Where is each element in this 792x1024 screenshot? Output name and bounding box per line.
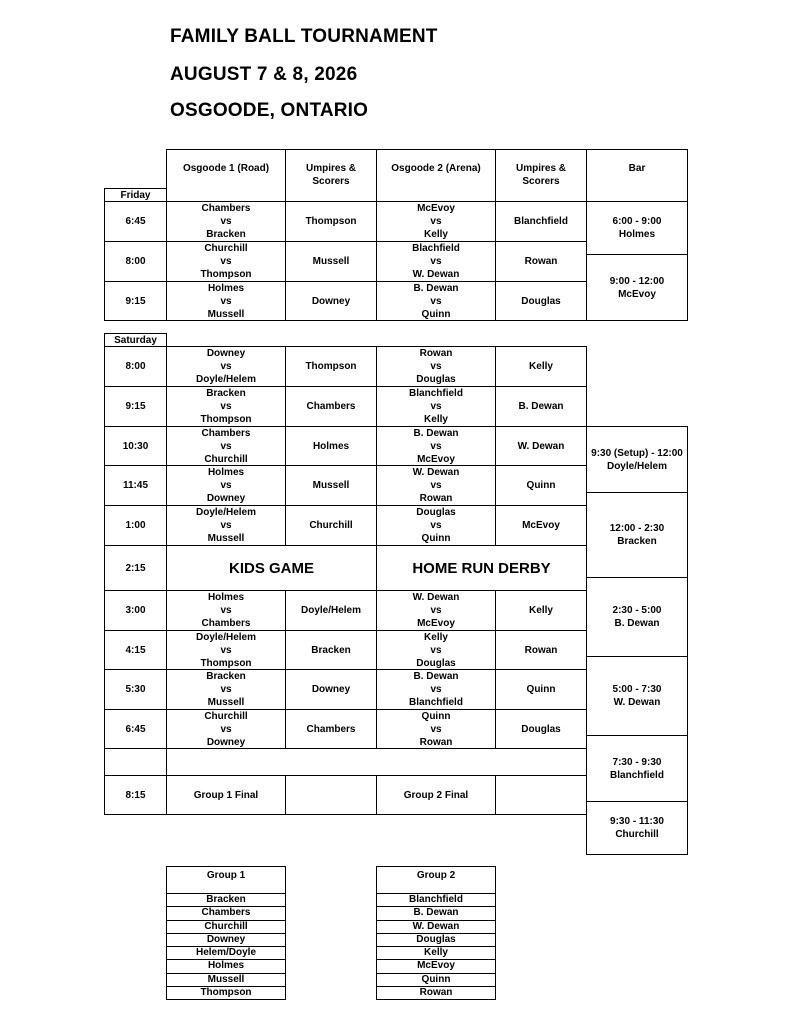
friday-game-1-field2-umpire [495,201,587,242]
group2-team: Blanchfield [376,893,496,907]
saturday-bar-shift-1-text-line: 9:30 (Setup) - 12:00 [591,447,683,459]
saturday-game-4-field1-umpire [285,465,377,506]
saturday-game-2-field1-matchup-line: Bracken [206,388,246,399]
saturday-game-1-time-text: 8:00 [125,361,146,372]
saturday-game-5-field2-matchup-line: Quinn [421,533,451,544]
friday-game-1-field1-matchup-line: Chambers [201,203,251,214]
saturday-game-2-field2-matchup-line: Kelly [424,414,448,425]
saturday-game-4-field2-game [376,465,496,506]
friday-bar-shift-2-text-line: 9:00 - 12:00 [609,275,665,287]
saturday-game-9-field2-game [376,709,496,749]
saturday-bar-shift-1-text-line: Doyle/Helem [606,460,667,472]
saturday-game-7-field2-matchup-line: Kelly [424,631,448,643]
saturday-game-4-field2-umpire [495,465,587,506]
group2-team: B. Dewan [376,906,496,920]
saturday-blank-time [104,748,167,776]
saturday-game-8-field2-game [376,669,496,710]
saturday-game-5-field1-matchup-line: Mussell [207,533,245,544]
saturday-game-9-field1-game [166,709,286,749]
saturday-bar-shift-6 [586,801,688,855]
saturday-bar-shift-3-text [613,604,662,630]
header-ump1 [285,149,377,202]
saturday-game-5-field2-matchup [416,506,455,545]
saturday-bar-shift-6-text-line: Churchill [615,829,659,840]
saturday-game-4-field2-matchup-line: W. Dewan [412,467,460,478]
friday-game-1-field1-game [166,201,286,242]
saturday-bar-shift-3-text-line: B. Dewan [614,618,660,629]
group1-team: Chambers [166,906,286,920]
header-ump2-text-line: Scorers [522,176,560,187]
friday-game-3-field2-matchup-line: vs [430,295,442,307]
friday-label [104,188,167,202]
friday-game-2-time [104,241,167,282]
home-run-derby-cell [376,545,587,591]
home-run-derby-text: HOME RUN DERBY [412,559,551,577]
saturday-game-6-field1-umpire-text: Doyle/Helem [300,605,362,616]
friday-game-3-time-text: 9:15 [125,295,146,307]
friday-game-1-field2-game [376,201,496,242]
saturday-bar-shift-1 [586,426,688,493]
header-bar-text [629,162,646,175]
header-ump1-text [306,162,356,188]
saturday-bar-shift-2-text-line: Bracken [617,536,657,547]
saturday-game-1-field2-matchup-line: Douglas [416,374,456,385]
saturday-game-7-field1-matchup-line: vs [220,644,232,656]
saturday-game-8-field2-matchup-line: vs [430,684,442,695]
group1-team: Churchill [166,920,286,934]
saturday-game-7-field1-matchup [196,631,256,670]
kids-game-cell [166,545,377,591]
saturday-game-3-field2-matchup-line: McEvoy [417,453,455,465]
saturday-game-1-field2-matchup-line: Rowan [419,348,453,359]
saturday-game-3-field2-matchup-line: B. Dewan [413,427,459,439]
saturday-game-5-field1-umpire-text: Churchill [309,520,353,531]
saturday-game-1-field1-matchup [196,347,256,386]
friday-game-1-field2-umpire-text: Blanchfield [514,216,568,227]
saturday-game-5-field2-game [376,505,496,546]
saturday-bar-shift-1-text [591,447,683,473]
saturday-game-2-time [104,386,167,427]
saturday-game-3-field1-game [166,426,286,466]
saturday-game-2-time-text: 9:15 [125,401,146,412]
saturday-bar-shift-2-text-line: 12:00 - 2:30 [609,523,665,534]
saturday-bar-shift-4-text-line: 5:00 - 7:30 [612,684,662,695]
title-tournament: FAMILY BALL TOURNAMENT [170,26,438,47]
saturday-game-6-field2-matchup-line: W. Dewan [412,592,460,603]
saturday-game-2-field2-umpire-text: B. Dewan [518,401,564,412]
saturday-game-7-field1-matchup-line: Doyle/Helem [195,631,257,643]
saturday-bar-shift-4-text-line: W. Dewan [613,697,661,708]
header-ump1-text-line: Umpires & [305,163,356,174]
group2-team: Kelly [376,946,496,960]
saturday-game-2-field1-umpire [285,386,377,427]
saturday-game-1-field1-matchup-line: Doyle/Helem [195,374,257,385]
saturday-game-7-field2-matchup [416,631,455,670]
saturday-bar-shift-5-text-line: 7:30 - 9:30 [612,756,662,768]
saturday-bar-shift-2-text [610,522,664,548]
group1-title-text: Group 1 [206,870,246,881]
friday-game-1-field1-matchup-line: vs [220,216,232,227]
friday-game-1-field1-matchup [202,202,251,241]
header-field2-text-line: Osgoode 2 (Arena) [391,163,481,174]
saturday-game-9-field2-matchup [420,710,453,749]
saturday-game-7-field2-matchup-line: vs [430,644,442,656]
saturday-game-6-field1-matchup-line: Holmes [207,592,245,603]
friday-game-1-field2-matchup-line: Kelly [424,229,448,240]
group1-final-umpire [285,775,377,815]
group2-team: W. Dewan [376,920,496,934]
group2-final-umpire [495,775,587,815]
saturday-game-3-field1-matchup-line: Churchill [204,453,248,465]
saturday-game-8-field1-matchup-line: Bracken [206,671,246,682]
saturday-game-3-field2-umpire-text: W. Dewan [517,440,565,452]
saturday-special-time [104,545,167,591]
saturday-game-1-field1-umpire-text: Thompson [305,361,357,372]
saturday-game-5-field2-umpire [495,505,587,546]
saturday-game-9-time [104,709,167,749]
group1-team: Downey [166,933,286,947]
saturday-game-1-time [104,346,167,387]
group1-title [166,866,286,894]
saturday-game-5-field1-game [166,505,286,546]
saturday-game-9-field2-matchup-line: Rowan [419,736,453,748]
friday-game-3-field2-umpire-text: Douglas [521,295,561,307]
saturday-game-3-field1-umpire-text: Holmes [312,440,350,452]
group1-team: Mussell [166,973,286,987]
saturday-game-4-field2-matchup-line: Rowan [419,493,453,504]
saturday-blank-row [166,748,587,776]
saturday-game-6-field1-game [166,590,286,631]
group2-team: Douglas [376,933,496,947]
saturday-game-9-field2-matchup-line: vs [430,723,442,735]
title-location: OSGOODE, ONTARIO [170,100,369,121]
friday-game-2-field2-umpire-text: Rowan [524,256,558,267]
saturday-game-2-field2-matchup-line: vs [430,401,442,412]
header-field1-text-line: Osgoode 1 (Road) [182,163,270,174]
saturday-game-7-field1-matchup-line: Thompson [200,657,252,669]
finals-time-text: 8:15 [125,789,146,801]
friday-label-text: Friday [120,189,151,201]
friday-game-2-field1-umpire [285,241,377,282]
friday-game-2-field1-matchup [200,242,251,281]
saturday-game-2-field2-matchup [409,387,463,426]
saturday-game-8-field1-umpire [285,669,377,710]
friday-game-3-field1-matchup-line: Mussell [207,308,245,320]
saturday-game-3-time-text: 10:30 [122,440,149,452]
friday-game-3-field1-umpire-text: Downey [311,295,351,307]
saturday-game-9-field1-umpire-text: Chambers [306,723,356,735]
saturday-game-4-field1-game [166,465,286,506]
saturday-game-6-field2-matchup-line: McEvoy [417,618,455,629]
header-ump2-text [516,162,566,188]
friday-game-1-field1-umpire-text: Thompson [305,216,357,227]
saturday-bar-shift-6-text [610,815,664,841]
header-bar [586,149,688,202]
saturday-game-7-field1-umpire-text: Bracken [311,644,351,656]
saturday-game-8-field1-matchup-line: vs [220,684,232,695]
saturday-game-7-field2-umpire [495,630,587,670]
friday-bar-shift-2-text [610,275,664,301]
saturday-game-8-time [104,669,167,710]
saturday-game-4-time-text: 11:45 [122,480,149,491]
friday-game-2-field1-matchup-line: Churchill [204,243,248,254]
saturday-game-8-field2-matchup [409,670,463,709]
friday-bar-shift-2 [586,254,688,321]
friday-game-3-field2-umpire [495,281,587,321]
saturday-bar-shift-5-text [610,756,664,782]
saturday-game-5-field1-umpire [285,505,377,546]
friday-game-2-field1-matchup-line: Thompson [200,269,252,280]
group1-team: Thompson [166,986,286,1000]
friday-game-2-field2-umpire [495,241,587,282]
saturday-game-3-field2-matchup-line: vs [430,440,442,452]
friday-game-2-field2-game [376,241,496,282]
saturday-game-5-field2-matchup-line: Douglas [416,507,456,518]
group1-team: Helem/Doyle [166,946,286,960]
saturday-game-4-field2-matchup-line: vs [430,480,442,491]
saturday-bar-shift-3 [586,577,688,657]
friday-bar-shift-1-text-line: 6:00 - 9:00 [612,216,662,227]
saturday-game-2-field1-matchup [200,387,251,426]
friday-game-2-field2-matchup-line: vs [430,256,442,267]
saturday-game-7-time [104,630,167,670]
saturday-game-1-field1-umpire [285,346,377,387]
group2-final-cell [376,775,496,815]
friday-game-3-time [104,281,167,321]
saturday-game-7-time-text: 4:15 [125,644,146,656]
saturday-game-6-field2-matchup-line: vs [430,605,442,616]
saturday-label [104,333,167,347]
saturday-game-4-field1-matchup-line: Holmes [207,467,245,478]
saturday-game-7-field1-umpire [285,630,377,670]
saturday-game-2-field1-umpire-text: Chambers [306,401,356,412]
saturday-game-5-field2-matchup-line: vs [430,520,442,531]
saturday-game-9-field2-umpire [495,709,587,749]
friday-bar-shift-1-text-line: Holmes [618,229,656,240]
friday-game-3-field1-matchup [208,282,245,321]
group1-team: Holmes [166,959,286,973]
saturday-game-8-field1-game [166,669,286,710]
saturday-game-1-field1-game [166,346,286,387]
friday-game-3-field2-matchup [413,282,458,321]
saturday-game-2-field2-umpire [495,386,587,427]
saturday-bar-shift-4 [586,656,688,736]
saturday-game-6-field1-umpire [285,590,377,631]
group2-final-text: Group 2 Final [403,789,469,801]
friday-bar-shift-1 [586,201,688,255]
friday-game-2-field2-matchup [412,242,460,281]
kids-game-text: KIDS GAME [228,559,314,577]
friday-game-1-time [104,201,167,242]
saturday-game-3-field1-matchup-line: vs [220,440,232,452]
friday-game-3-field1-umpire [285,281,377,321]
saturday-game-6-field2-game [376,590,496,631]
saturday-game-9-field1-matchup [204,710,247,749]
saturday-game-3-field2-game [376,426,496,466]
saturday-game-6-time [104,590,167,631]
saturday-game-7-field2-matchup-line: Douglas [416,657,456,669]
saturday-game-7-field2-umpire-text: Rowan [524,644,558,656]
group2-title-text: Group 2 [416,870,456,881]
saturday-game-4-field1-matchup-line: vs [220,480,232,491]
friday-game-1-time-text: 6:45 [125,216,146,227]
saturday-game-8-field2-umpire [495,669,587,710]
saturday-game-6-field1-matchup [202,591,251,630]
saturday-game-3-field2-matchup [413,427,458,466]
saturday-game-4-field1-matchup [207,466,245,505]
saturday-game-9-field1-matchup-line: Downey [206,736,246,748]
saturday-bar-shift-2 [586,492,688,578]
saturday-game-2-field2-matchup-line: Blanchfield [409,388,463,399]
finals-time [104,775,167,815]
saturday-game-3-time [104,426,167,466]
saturday-game-9-field1-matchup-line: Churchill [204,710,248,722]
group2-team: McEvoy [376,959,496,973]
saturday-game-2-field1-game [166,386,286,427]
friday-bar-shift-2-text-line: McEvoy [618,288,656,300]
friday-game-3-field1-matchup-line: Holmes [207,282,245,294]
saturday-game-9-time-text: 6:45 [125,723,146,735]
friday-game-3-field1-game [166,281,286,321]
saturday-game-5-field1-matchup-line: Doyle/Helem [195,507,257,518]
saturday-game-6-field1-matchup-line: Chambers [201,618,251,629]
saturday-game-8-time-text: 5:30 [125,684,146,695]
saturday-game-8-field2-umpire-text: Quinn [526,684,556,695]
saturday-game-4-field2-matchup [413,466,460,505]
saturday-bar-shift-3-text-line: 2:30 - 5:00 [612,605,662,616]
header-field1 [166,149,286,202]
saturday-game-1-field2-matchup-line: vs [430,361,442,372]
header-field2 [376,149,496,202]
saturday-bar-shift-4-text [613,683,662,709]
friday-game-3-field2-matchup-line: Quinn [421,308,451,320]
group1-final-cell [166,775,286,815]
saturday-game-3-field1-umpire [285,426,377,466]
friday-game-2-field1-umpire-text: Mussell [312,256,350,267]
saturday-game-4-time [104,465,167,506]
saturday-game-4-field1-umpire-text: Mussell [312,480,350,491]
header-ump2-text-line: Umpires & [515,163,566,174]
friday-game-1-field1-matchup-line: Bracken [206,229,246,240]
header-bar-text-line: Bar [628,163,646,174]
saturday-game-8-field2-matchup-line: Blanchfield [409,697,463,708]
saturday-game-3-field2-umpire [495,426,587,466]
saturday-bar-shift-5 [586,735,688,802]
saturday-game-6-field2-umpire [495,590,587,631]
saturday-game-1-field1-matchup-line: vs [220,361,232,372]
title-date: AUGUST 7 & 8, 2026 [170,64,358,85]
group2-team: Quinn [376,973,496,987]
saturday-game-2-field2-game [376,386,496,427]
friday-game-1-field1-umpire [285,201,377,242]
saturday-label-text: Saturday [114,334,157,346]
friday-game-2-field2-matchup-line: Blachfield [412,243,460,254]
saturday-game-2-field1-matchup-line: Thompson [200,414,252,425]
saturday-game-5-field1-matchup-line: vs [220,520,232,531]
saturday-game-3-field1-matchup [202,427,251,466]
saturday-game-4-field1-matchup-line: Downey [206,493,246,504]
saturday-game-5-time-text: 1:00 [125,520,146,531]
saturday-special-time-text: 2:15 [125,562,146,574]
saturday-game-9-field2-matchup-line: Quinn [421,710,451,722]
saturday-game-3-field1-matchup-line: Chambers [201,427,251,439]
friday-bar-shift-1-text [613,215,662,241]
saturday-game-1-field1-matchup-line: Downey [206,348,246,359]
saturday-game-5-field2-umpire-text: McEvoy [522,520,560,531]
saturday-game-7-field2-game [376,630,496,670]
saturday-game-1-field2-game [376,346,496,387]
saturday-game-1-field2-matchup [416,347,455,386]
saturday-game-6-field2-matchup [413,591,460,630]
saturday-bar-shift-6-text-line: 9:30 - 11:30 [610,816,664,827]
friday-game-1-field2-matchup-line: McEvoy [417,203,455,214]
saturday-game-4-field2-umpire-text: Quinn [526,480,556,491]
friday-game-3-field2-matchup-line: B. Dewan [413,282,459,294]
group2-team: Rowan [376,986,496,1000]
saturday-game-1-field2-umpire-text: Kelly [529,361,553,372]
saturday-game-8-field2-matchup-line: B. Dewan [413,671,459,682]
friday-game-2-time-text: 8:00 [125,256,146,267]
saturday-game-9-field2-umpire-text: Douglas [521,723,561,735]
saturday-game-8-field1-matchup [206,670,245,709]
header-ump1-text-line: Scorers [312,176,350,187]
header-field1-text [183,162,269,175]
friday-game-3-field2-game [376,281,496,321]
saturday-game-9-field1-umpire [285,709,377,749]
saturday-game-6-field2-umpire-text: Kelly [529,605,553,616]
group2-title [376,866,496,894]
saturday-game-1-field2-umpire [495,346,587,387]
group1-team: Bracken [166,893,286,907]
saturday-game-9-field1-matchup-line: vs [220,723,232,735]
saturday-bar-shift-5-text-line: Blanchfield [610,769,664,781]
saturday-game-2-field1-matchup-line: vs [220,401,232,412]
saturday-game-6-field1-matchup-line: vs [220,605,232,616]
friday-game-2-field1-game [166,241,286,282]
saturday-game-8-field1-umpire-text: Downey [311,684,351,695]
group1-final-text: Group 1 Final [193,789,259,801]
friday-game-1-field2-matchup-line: vs [430,216,442,227]
saturday-game-5-field1-matchup [196,506,256,545]
header-field2-text [391,162,480,175]
friday-game-2-field1-matchup-line: vs [220,256,232,267]
friday-game-2-field2-matchup-line: W. Dewan [412,269,460,280]
saturday-game-5-time [104,505,167,546]
friday-game-1-field2-matchup [417,202,455,241]
header-ump2 [495,149,587,202]
saturday-game-8-field1-matchup-line: Mussell [207,697,245,708]
friday-game-3-field1-matchup-line: vs [220,295,232,307]
saturday-game-6-time-text: 3:00 [125,605,146,616]
saturday-game-7-field1-game [166,630,286,670]
